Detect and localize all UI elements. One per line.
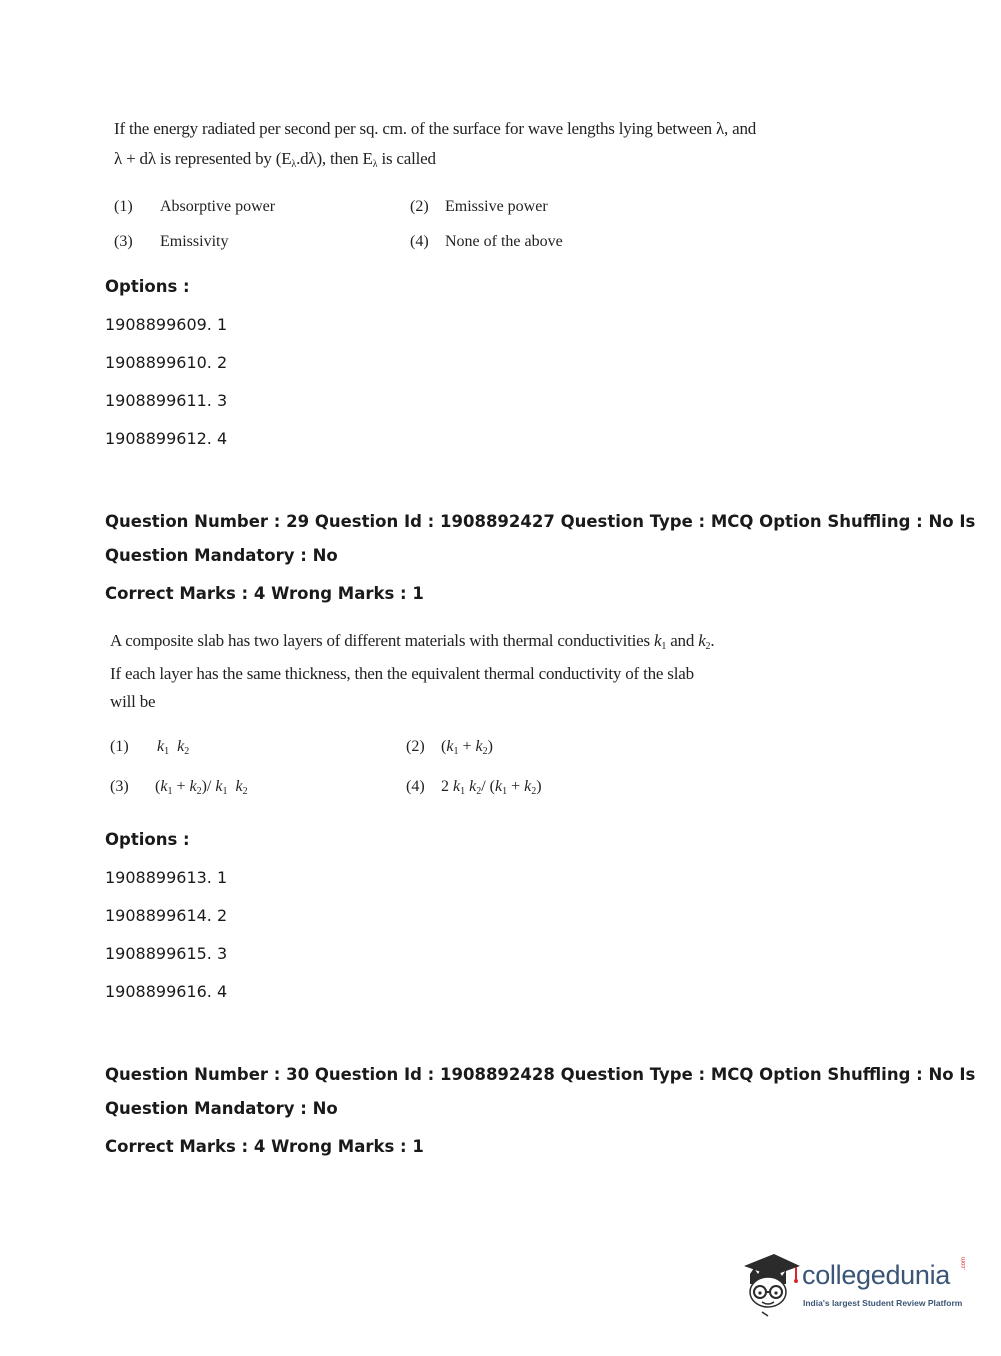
choice-formula: $(k_1 + k_2)/$ $k_1$ $k_2$ bbox=[155, 778, 248, 797]
option-line: 1908899616. 4 bbox=[105, 982, 228, 1001]
question-stem-line: will be bbox=[110, 692, 156, 711]
choice-formula: $k_1$ $k_2$ bbox=[157, 738, 190, 757]
choice-number: (2) bbox=[406, 738, 425, 755]
option-line: 1908899610. 2 bbox=[105, 353, 228, 372]
choice-text: None of the above bbox=[445, 233, 563, 250]
option-line: 1908899609. 1 bbox=[105, 315, 228, 334]
choice-text: Absorptive power bbox=[160, 198, 276, 215]
choice-number: (1) bbox=[110, 738, 129, 755]
choice-number: (1) bbox=[114, 198, 133, 215]
question-marks: Correct Marks : 4 Wrong Marks : 1 bbox=[105, 1137, 424, 1156]
choice-formula: $(k_1 + k_2)$ bbox=[441, 738, 493, 757]
choice-text: Emissivity bbox=[160, 233, 229, 250]
option-line: 1908899615. 3 bbox=[105, 944, 228, 963]
question-stem-line: A composite slab has two layers of different materials with thermal conductivities $k_1$ and $k_2$. bbox=[110, 631, 715, 652]
question-stem-line: If each layer has the same thickness, then the equivalent thermal conductivity of the slab bbox=[110, 664, 694, 683]
logo-tagline: India's largest Student Review Platform bbox=[803, 1298, 963, 1308]
choice-number: (4) bbox=[406, 778, 425, 795]
option-line: 1908899614. 2 bbox=[105, 906, 228, 925]
logo-com: .com bbox=[961, 1256, 967, 1270]
question-header: Question Mandatory : No bbox=[105, 546, 338, 565]
choice-text: Emissive power bbox=[445, 198, 548, 215]
choice-number: (3) bbox=[114, 233, 133, 250]
options-label: Options : bbox=[105, 277, 190, 296]
option-line: 1908899612. 4 bbox=[105, 429, 228, 448]
question-marks: Correct Marks : 4 Wrong Marks : 1 bbox=[105, 584, 424, 603]
logo-wordmark: collegedunia bbox=[802, 1260, 951, 1290]
question-header: Question Number : 30 Question Id : 1908892428 Question Type : MCQ Option Shuffling : No Is bbox=[105, 1065, 976, 1084]
choice-formula: 2 $k_1$ $k_2/$ $(k_1 + k_2)$ bbox=[441, 778, 542, 797]
option-line: 1908899613. 1 bbox=[105, 868, 228, 887]
question-stem-line: λ + dλ is represented by $(E_\lambda.d\lambda)$, then $E_\lambda$ is called bbox=[114, 149, 436, 170]
question-header: Question Mandatory : No bbox=[105, 1099, 338, 1118]
choice-number: (3) bbox=[110, 778, 129, 795]
option-line: 1908899611. 3 bbox=[105, 391, 228, 410]
choice-number: (2) bbox=[410, 198, 429, 215]
collegedunia-logo[interactable] bbox=[740, 1248, 970, 1320]
choice-number: (4) bbox=[410, 233, 429, 250]
mascot-icon bbox=[740, 1248, 802, 1318]
options-label: Options : bbox=[105, 830, 190, 849]
question-stem-line: If the energy radiated per second per sq. cm. of the surface for wave lengths lying between λ, and bbox=[114, 119, 757, 138]
question-header: Question Number : 29 Question Id : 1908892427 Question Type : MCQ Option Shuffling : No Is bbox=[105, 512, 976, 531]
